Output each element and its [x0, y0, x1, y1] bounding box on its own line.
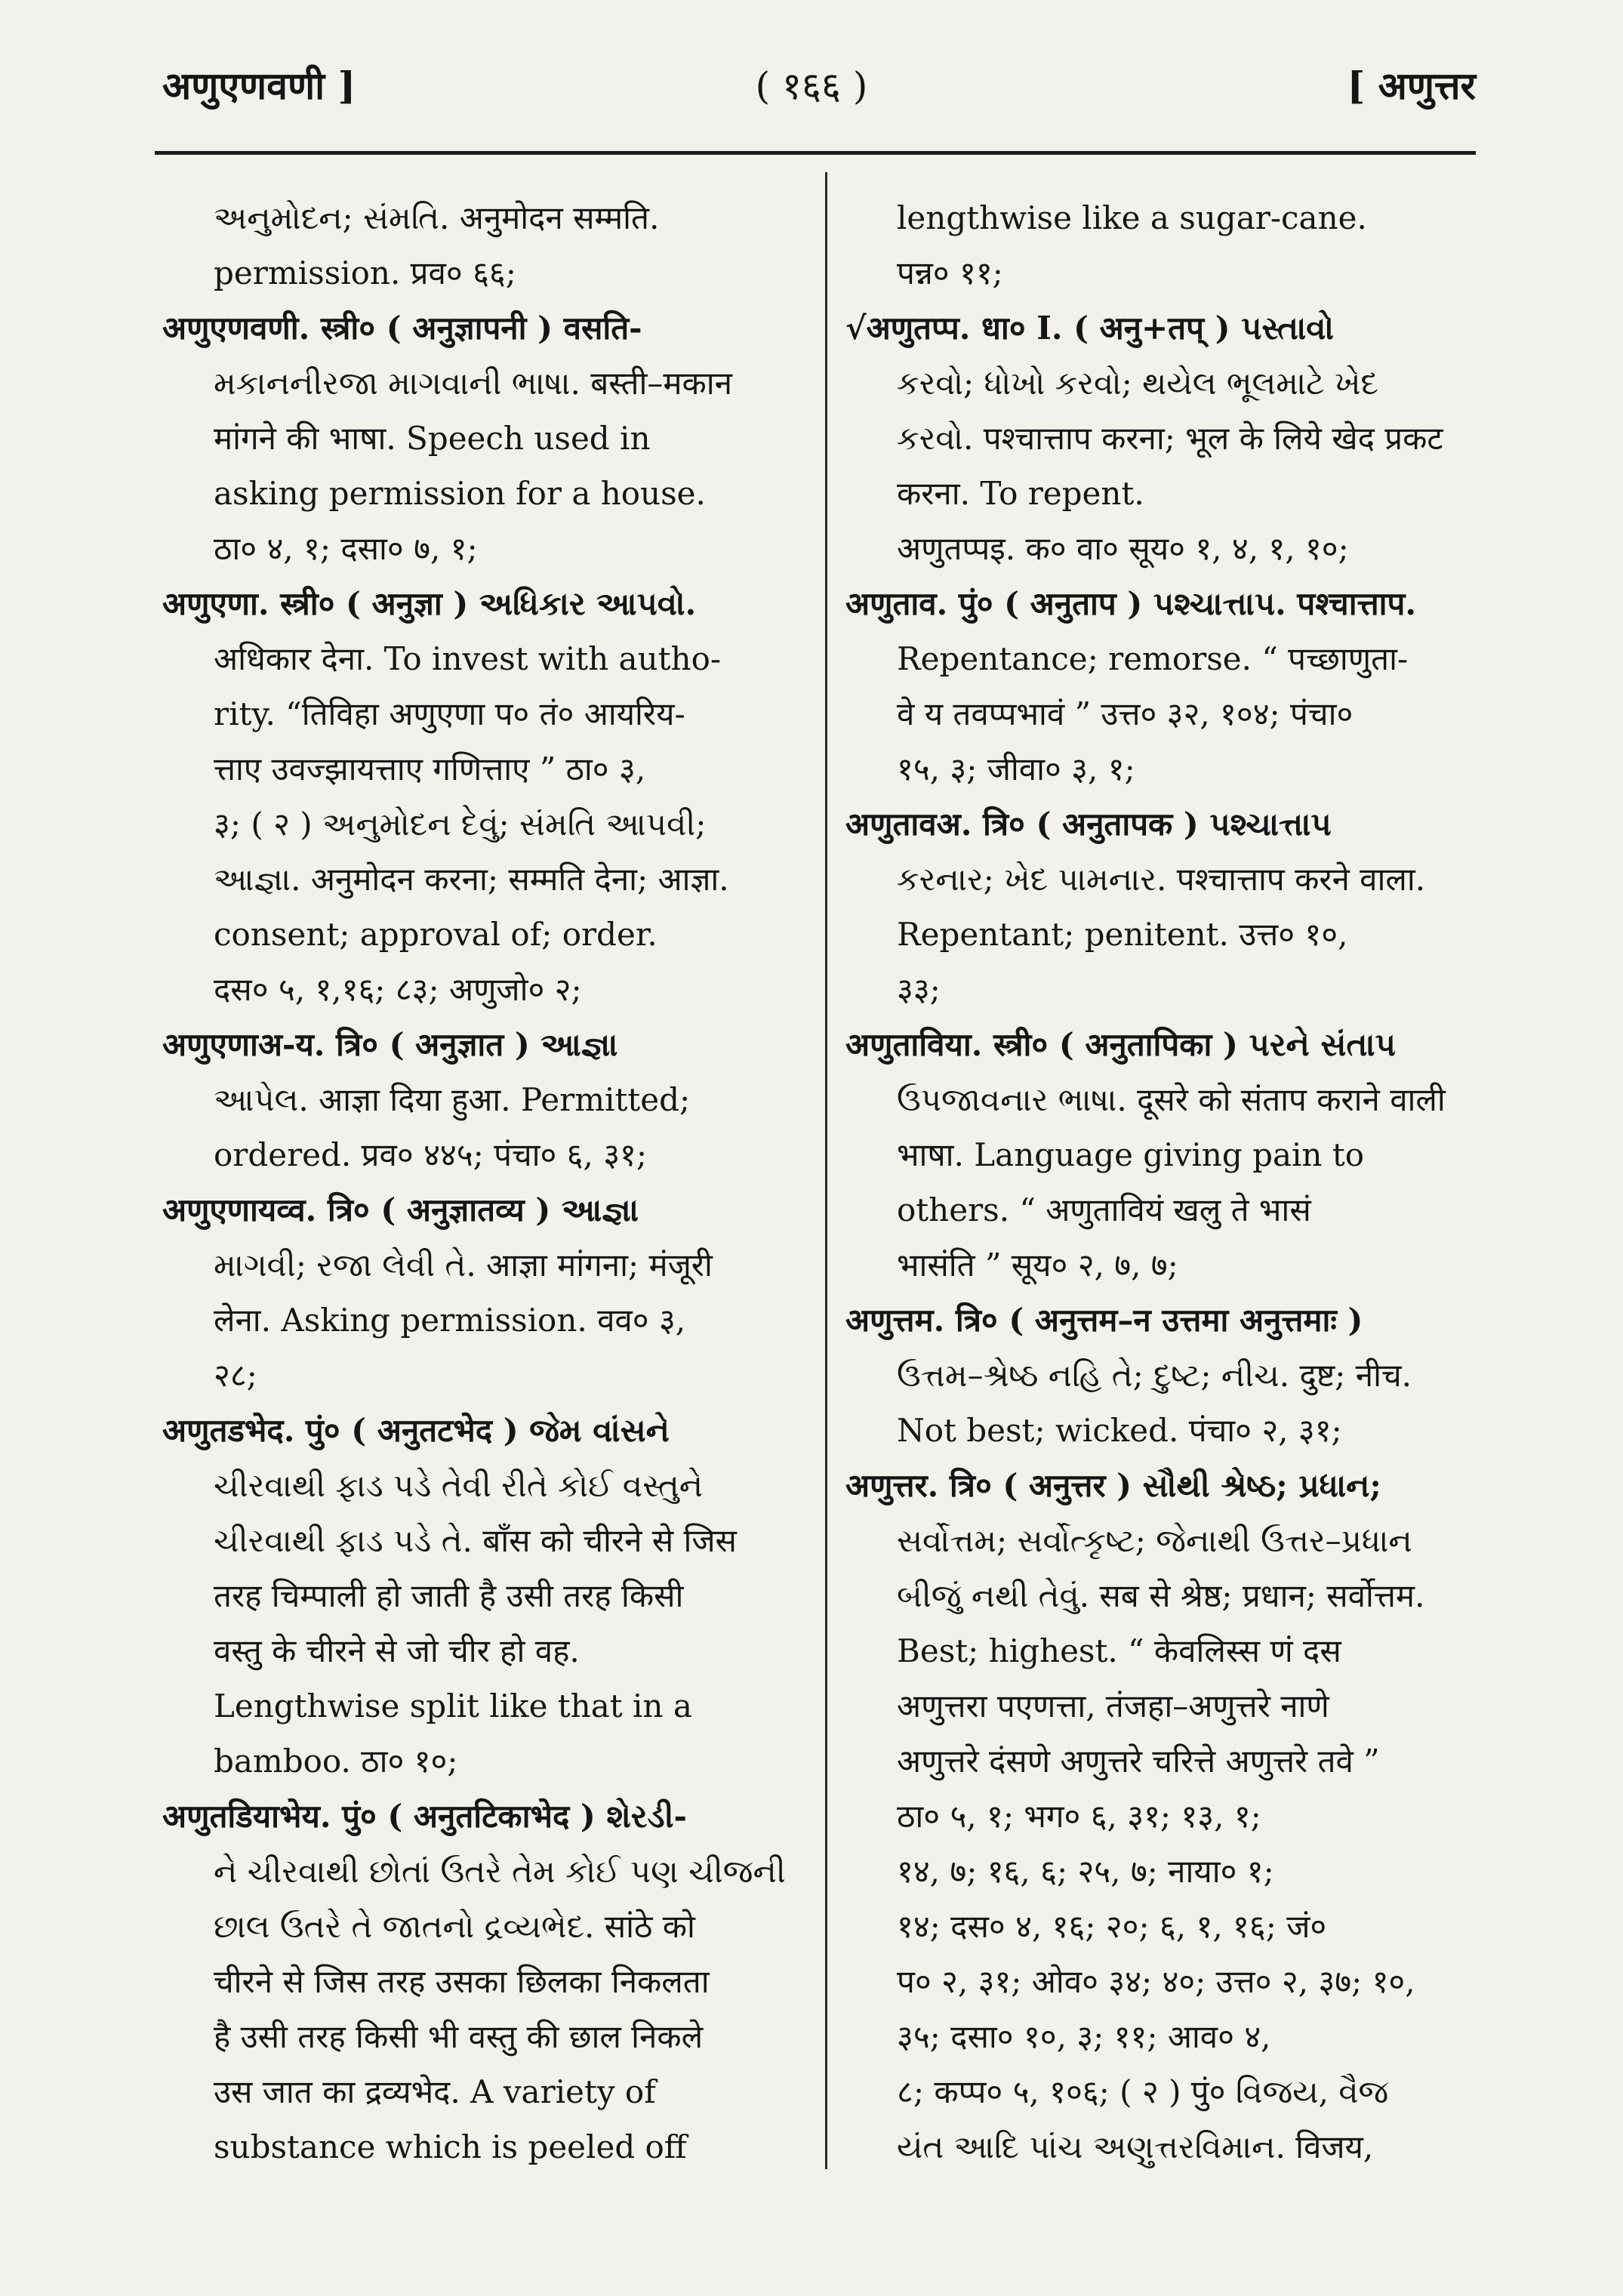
entry-text-line: ઉત્તમ–શ્રેષ્ઠ નહિ તે; દુષ્ટ; નીચ. दुष्ट; नीच. — [897, 1357, 1412, 1394]
entry-text-line: ઉપજાવનાર ભાષા. दूसरे को संताप कराने वाली — [897, 1081, 1446, 1118]
entry-text-line: भासंति ” सूय० २, ७, ७; — [897, 1247, 1178, 1284]
entry-text-line: १५, ३; जीवा० ३, १; — [897, 750, 1135, 787]
running-head-right: [ अणुत्तर — [1347, 63, 1476, 108]
entry-text-line: करना. To repent. — [897, 475, 1144, 512]
column-divider — [825, 172, 827, 2169]
entry-headword-line: अणुतडभेद. पुं० ( अनुतटभेद ) જેમ વાંસને — [162, 1412, 670, 1449]
entry-text-line: त्ताए उवज्झायत्ताए गणित्ताए ” ठा० ३, — [214, 750, 646, 787]
entry-text-line: ordered. प्रव० ४४५; पंचा० ६, ३१; — [214, 1136, 648, 1173]
page-number: ( १६६ ) — [755, 64, 868, 108]
entry-text-line: दस० ५, १,१६; ८३; अणुजो० २; — [214, 971, 582, 1008]
entry-text-line: है उसी तरह किसी भी वस्तु की छाल निकले — [214, 2018, 704, 2055]
entry-text-line: others. “ अणुतावियं खलु ते भासं — [897, 1191, 1311, 1228]
entry-headword-line: √अणुतप्प. धा० I. ( अनु+तप् ) પસ્તાવો — [845, 310, 1334, 347]
entry-text-line: consent; approval of; order. — [214, 916, 658, 953]
entry-text-line: અનુમોદન; સંમતિ. अनुमोदन सम्मति. — [214, 199, 660, 236]
entry-text-line: १४; दस० ४, १६; २०; ६, १, १६; जं० — [897, 1908, 1327, 1945]
entry-text-line: ને ચીરવાથી છોતાં ઉતરે તેમ કોઈ પણ ચીજની — [214, 1853, 786, 1890]
entry-text-line: Repentance; remorse. “ पच्छाणुता- — [897, 640, 1409, 677]
entry-text-line: આપેલ. आज्ञा दिया हुआ. Permitted; — [214, 1081, 691, 1118]
entry-text-line: Repentant; penitent. उत्त० १०, — [897, 916, 1348, 953]
entry-text-line: ३५; दसा० १०, ३; ११; आव० ४, — [897, 2018, 1271, 2055]
entry-text-line: માગવી; રજા લેવી તે. आज्ञा मांगना; मंजूरी — [214, 1247, 713, 1284]
entry-text-line: अणुतप्पइ. क० वा० सूय० १, ४, १, १०; — [897, 530, 1349, 567]
entry-text-line: કરવો. पश्चात्ताप करना; भूल के लिये खेद प्रकट — [897, 420, 1443, 457]
right-column — [845, 190, 1480, 2174]
entry-headword-line: अणुतावअ. त्रि० ( अनुतापक ) પશ્ચાત્તાપ — [845, 806, 1332, 843]
entry-text-line: સર્વોત્તમ; સર્વોત્કૃષ્ટ; જેનાથી ઉત્તર–પ્રધાન — [897, 1522, 1412, 1559]
entry-text-line: ३३; — [897, 971, 941, 1008]
entry-text-line: तरह चिम्पाली हो जाती है उसी तरह किसी — [214, 1577, 684, 1614]
entry-text-line: યંત આદિ પાંચ અણુત્તરવિમાન. विजय, — [897, 2128, 1374, 2165]
entry-text-line: ચીરવાથી ફાડ પડે તેવી રીતે કોઈ વસ્તુને — [214, 1467, 704, 1504]
entry-text-line: प० २, ३१; ओव० ३४; ४०; उत्त० २, ३७; १०, — [897, 1963, 1415, 2000]
entry-headword-line: अणुतडियाभेय. पुं० ( अनुतटिकाभेद ) શેરડી- — [162, 1798, 687, 1835]
entry-headword-line: अणुताविया. स्त्री० ( अनुतापिका ) પરને સંતાપ — [845, 1026, 1396, 1063]
entry-text-line: उस जात का द्रव्यभेद. A variety of — [214, 2073, 656, 2110]
entry-text-line: Best; highest. “ केवलिस्स णं दस — [897, 1632, 1341, 1669]
entry-headword-line: अणुएणाअ-य. त्रि० ( अनुज्ञात ) આજ્ઞા — [162, 1026, 618, 1063]
entry-text-line: वे य तवप्पभावं ” उत्त० ३२, १०४; पंचा० — [897, 695, 1354, 732]
entry-headword-line: अणुएणा. स्त्री० ( अनुज्ञा ) અધિકાર આપવો. — [162, 585, 697, 622]
entry-text-line: लेना. Asking permission. वव० ३, — [214, 1302, 686, 1339]
entry-text-line: બીજું નથી તેવું. सब से श्रेष्ठ; प्रधान; सर्वोत्तम. — [897, 1577, 1425, 1614]
entry-text-line: bamboo. ठा० १०; — [214, 1743, 458, 1780]
entry-headword-line: अणुएणवणी. स्त्री० ( अनुज्ञापनी ) वसति- — [162, 310, 642, 347]
entry-text-line: substance which is peeled off — [214, 2128, 687, 2165]
entry-text-line: ચીરવાથી ફાડ પડે તે. बाँस को चीरने से जिस — [214, 1522, 737, 1559]
entry-text-line: अधिकार देना. To invest with autho- — [214, 640, 722, 677]
entry-text-line: १४, ७; १६, ६; २५, ७; नाया० १; — [897, 1853, 1274, 1890]
entry-text-line: rity. “तिविहा अणुएणा प० तं० आयरिय- — [214, 695, 685, 732]
entry-headword-line: अणुत्तम. त्रि० ( अनुत्तम–न उत्तमा अनुत्तमाः ) — [845, 1302, 1363, 1339]
entry-text-line: કરવો; ધોખો કરવો; થયેલ ભૂલમાટે ખેદ — [897, 365, 1378, 402]
entry-text-line: permission. प्रव० ६६; — [214, 254, 516, 291]
entry-text-line: चीरने से जिस तरह उसका छिलका निकलता — [214, 1963, 710, 2000]
entry-text-line: છાલ ઉતરે તે જાતનો દ્રવ્યભેદ. सांठे को — [214, 1908, 695, 1945]
left-column — [162, 190, 808, 2174]
entry-text-line: ठा० ५, १; भग० ६, ३१; १३, १; — [897, 1798, 1261, 1835]
entry-text-line: asking permission for a house. — [214, 475, 706, 512]
entry-text-line: Lengthwise split like that in a — [214, 1687, 692, 1724]
header-rule — [155, 151, 1476, 155]
entry-text-line: આજ્ઞા. अनुमोदन करना; सम्मति देना; आज्ञा. — [214, 861, 729, 898]
entry-text-line: मांगने की भाषा. Speech used in — [214, 420, 651, 457]
entry-text-line: २८; — [214, 1357, 257, 1394]
entry-text-line: अणुत्तरे दंसणे अणुत्तरे चरित्ते अणुत्तरे तवे ” — [897, 1743, 1380, 1780]
entry-text-line: पन्न० ११; — [897, 254, 1003, 291]
entry-text-line: वस्तु के चीरने से जो चीर हो वह. — [214, 1632, 580, 1669]
entry-text-line: Not best; wicked. पंचा० २, ३१; — [897, 1412, 1342, 1449]
entry-headword-line: अणुएणायव्व. त्रि० ( अनुज्ञातव्य ) આજ્ઞા — [162, 1191, 639, 1228]
entry-text-line: अणुत्तरा पएणत्ता, तंजहा–अणुत्तरे नाणे — [897, 1687, 1329, 1724]
entry-headword-line: अणुताव. पुं० ( अनुताप ) પશ્ચાત્તાપ. पश्चात्ताप. — [845, 585, 1416, 622]
entry-text-line: કરનાર; ખેદ પામનાર. पश्चात्ताप करने वाला. — [897, 861, 1426, 898]
entry-text-line: lengthwise like a sugar-cane. — [897, 199, 1367, 236]
entry-headword-line: अणुत्तर. त्रि० ( अनुत्तर ) સૌથી શ્રેષ્ઠ; પ્રધાન; — [845, 1467, 1381, 1504]
entry-text-line: ८; कप्प० ५, १०६; ( २ ) पुं० વિજય, વૈજ — [897, 2073, 1389, 2110]
entry-text-line: ३; ( २ ) અનુમોદન દેવું; સંમતિ આપવી; — [214, 806, 707, 843]
entry-text-line: મકાનનીરજા માગવાની ભાષા. बस्ती–मकान — [214, 365, 732, 402]
entry-text-line: भाषा. Language giving pain to — [897, 1136, 1364, 1173]
entry-text-line: ठा० ४, १; दसा० ७, १; — [214, 530, 478, 567]
running-head-left: अणुएणवणी ] — [162, 63, 356, 108]
